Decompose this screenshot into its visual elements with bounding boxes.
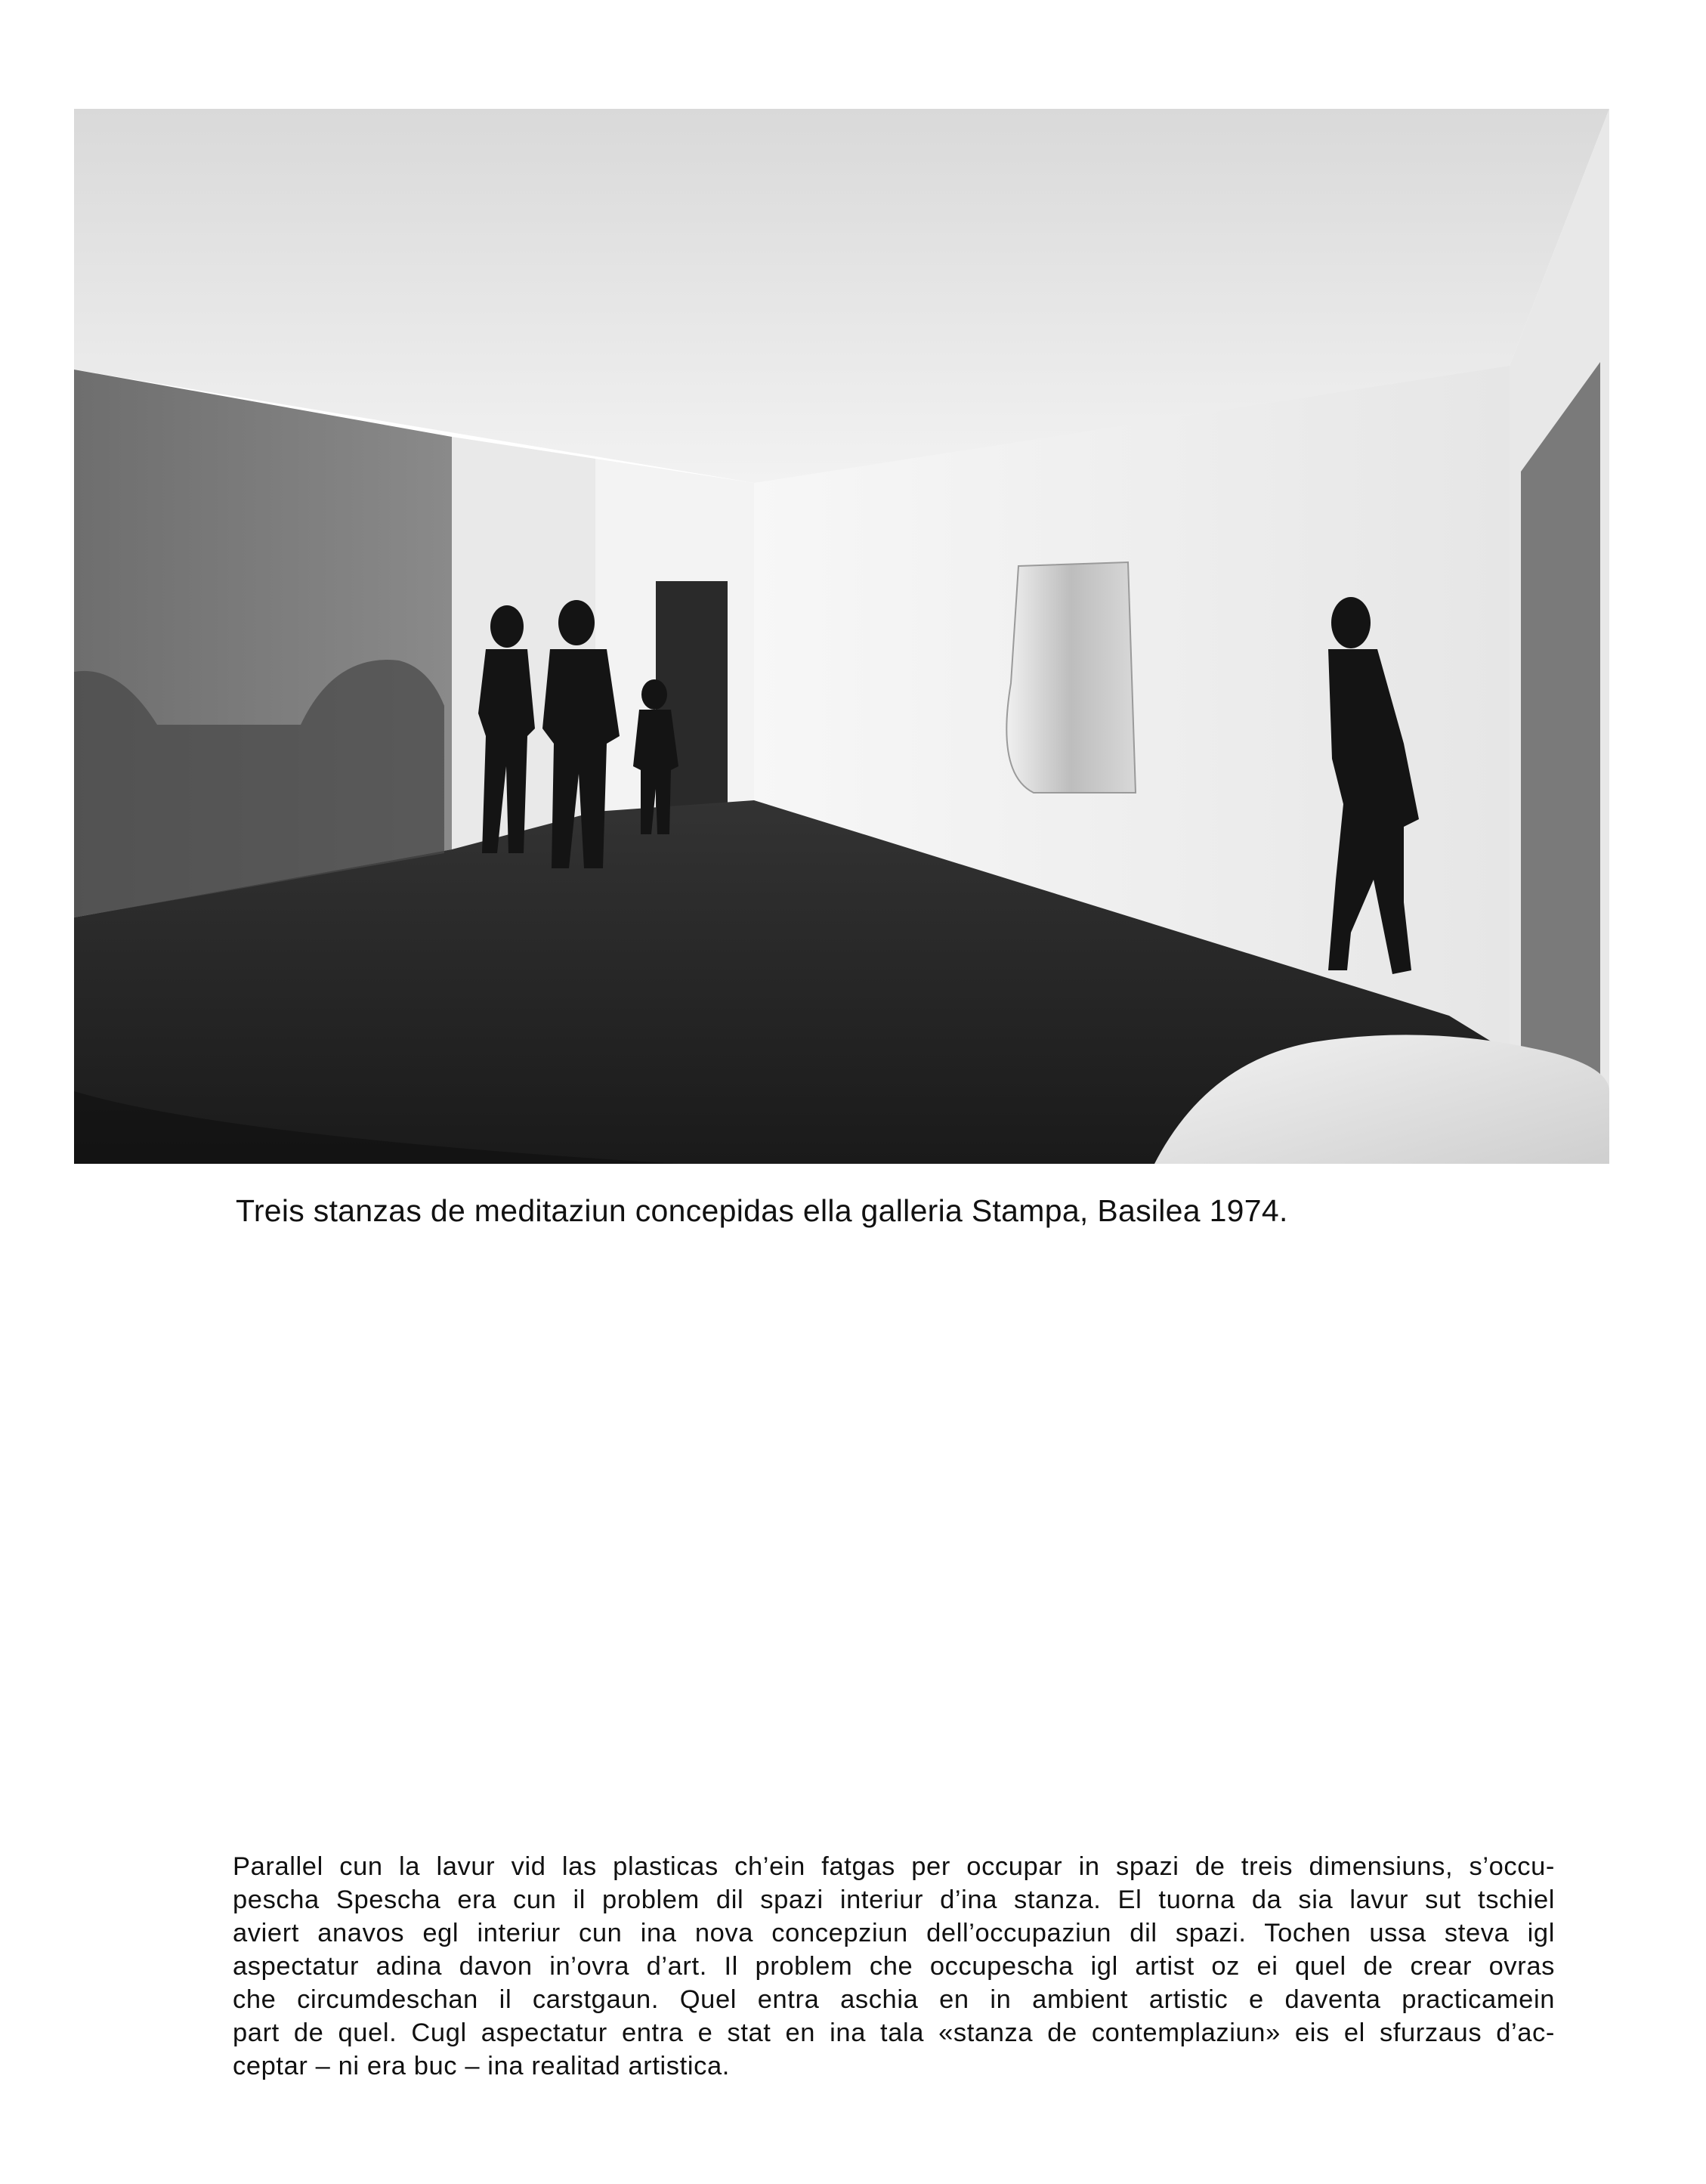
photo-caption: Treis stanzas de meditaziun concepidas ella galleria Stampa, Basilea 1974. bbox=[236, 1193, 1288, 1228]
body-line: ceptar – ni era buc – ina realitad artistica. bbox=[233, 2052, 730, 2080]
body-line: pescha Spescha era cun il problem dil spazi interiur d’ina stanza. El tuorna da sia lavur sut tschiel bbox=[233, 1885, 1555, 1914]
body-line: Parallel cun la lavur vid las plasticas ch’ein fatgas per occupar in spazi de treis dimensiuns, s’occu- bbox=[233, 1852, 1555, 1881]
gallery-room-photograph bbox=[74, 109, 1609, 1164]
body-line: che circumdeschan il carstgaun. Quel entra aschia en in ambient artistic e daventa practicamein bbox=[233, 1985, 1555, 2014]
body-line: aspectatur adina davon in’ovra d’art. Il problem che occupescha igl artist oz ei quel de crear ovras bbox=[233, 1952, 1555, 1981]
body-line: part de quel. Cugl aspectatur entra e stat en ina tala «stanza de contemplaziun» eis el sfurzaus d’ac- bbox=[233, 2018, 1555, 2047]
body-line: aviert anavos egl interiur cun ina nova concepziun dell’occupaziun dil spazi. Tochen ussa steva igl bbox=[233, 1919, 1555, 1947]
body-paragraph bbox=[233, 1850, 1555, 2083]
